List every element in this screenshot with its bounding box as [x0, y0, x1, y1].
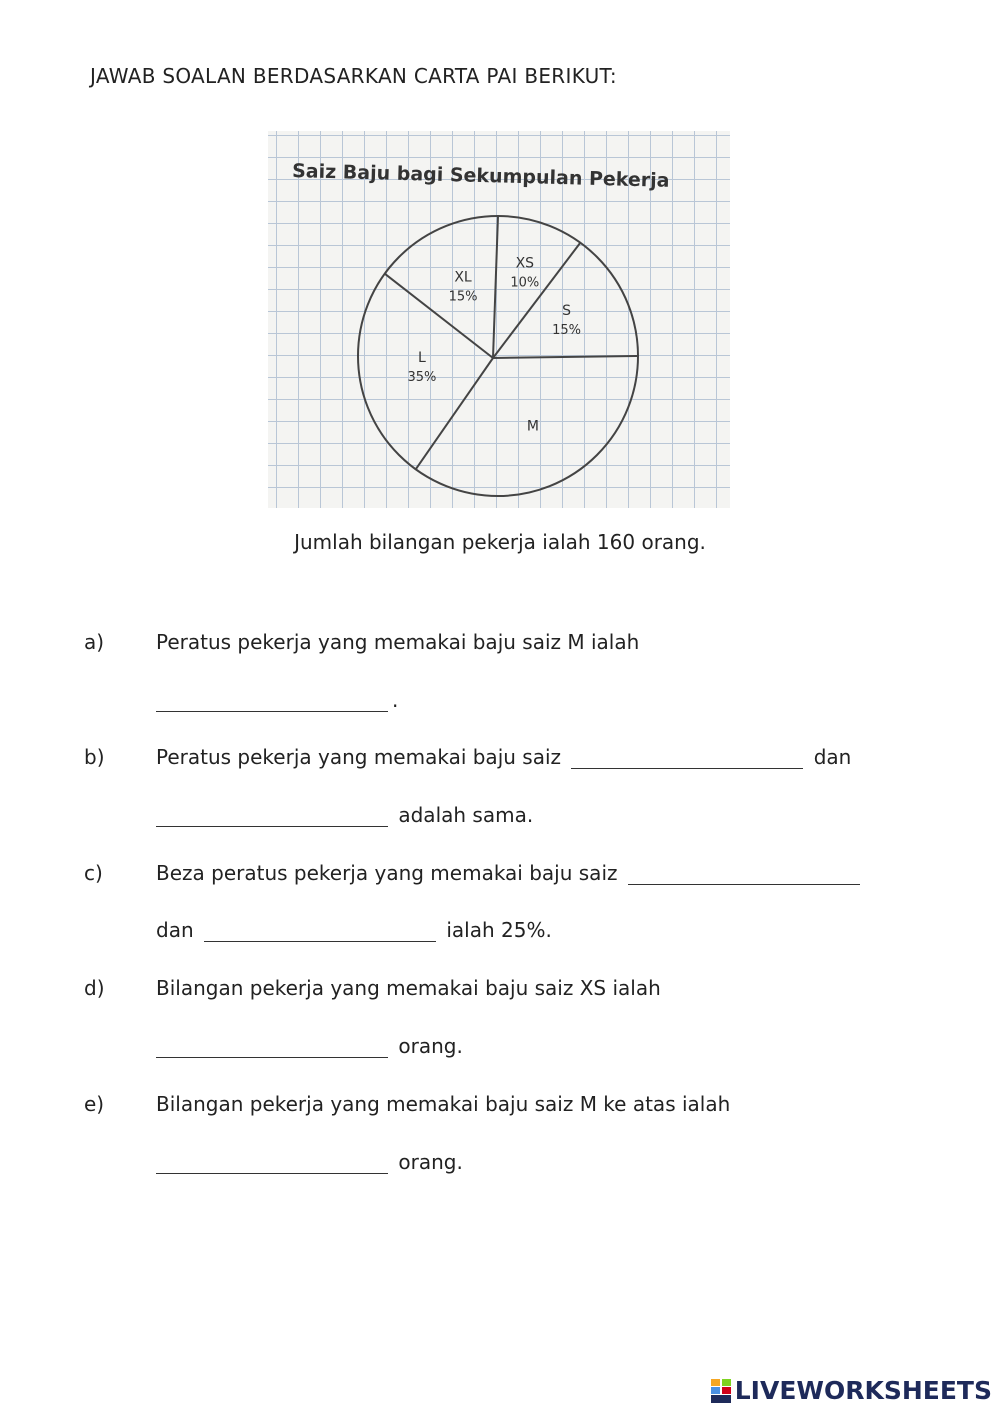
- slice-l: [407, 350, 436, 385]
- answer-blank-c1[interactable]: [628, 864, 860, 885]
- question-c-letter: c): [84, 861, 103, 885]
- slice-value-xl: 15%: [448, 289, 478, 305]
- slice-boundary-m: [493, 356, 638, 358]
- chart-title: Saiz Baju bagi Sekumpulan Pekerja: [291, 160, 670, 192]
- slice-value-l: 35%: [407, 370, 437, 386]
- question-b-mid: dan: [813, 745, 852, 769]
- answer-blank-e[interactable]: [156, 1153, 388, 1174]
- slice-label-xl: XL: [454, 269, 472, 286]
- question-a-text: Peratus pekerja yang memakai baju saiz M ialah: [156, 630, 640, 654]
- question-e-text: Bilangan pekerja yang memakai baju saiz M ke atas ialah: [156, 1092, 731, 1116]
- total-workers-caption: Jumlah bilangan pekerja ialah 160 orang.: [294, 530, 706, 554]
- question-e-letter: e): [84, 1092, 105, 1116]
- slice-label-m: M: [526, 418, 540, 435]
- question-b-text: Peratus pekerja yang memakai baju saiz: [156, 745, 562, 769]
- answer-blank-c2[interactable]: [204, 921, 436, 942]
- question-d-end: orang.: [398, 1034, 463, 1058]
- answer-blank-b2[interactable]: [156, 806, 388, 827]
- slice-label-xs: XS: [515, 255, 535, 272]
- answer-blank-b1[interactable]: [571, 748, 803, 769]
- question-d-text: Bilangan pekerja yang memakai baju saiz XS ialah: [156, 976, 661, 1000]
- question-a-letter: a): [84, 630, 105, 654]
- pie-chart: [268, 131, 730, 508]
- slice-xs: [510, 255, 539, 290]
- slice-boundary-xl: [385, 274, 493, 358]
- worksheet-heading: JAWAB SOALAN BERDASARKAN CARTA PAI BERIKUT:: [90, 64, 617, 88]
- liveworksheets-logo-icon: [711, 1379, 731, 1403]
- slice-boundary-xs: [493, 216, 498, 358]
- slice-xl: [449, 269, 478, 304]
- question-c-start: dan: [156, 918, 194, 942]
- question-b-letter: b): [84, 745, 105, 769]
- slice-value-s: 15%: [552, 323, 582, 339]
- slice-s: [552, 303, 581, 338]
- question-b-end: adalah sama.: [398, 803, 534, 827]
- question-a-end: .: [392, 688, 399, 712]
- slice-label-s: S: [562, 303, 572, 320]
- slice-boundary-s: [493, 243, 580, 358]
- pie-chart-figure: [268, 131, 730, 508]
- liveworksheets-logo-text: LIVEWORKSHEETS: [734, 1376, 992, 1405]
- answer-blank-a[interactable]: [156, 691, 388, 712]
- question-d-letter: d): [84, 976, 105, 1000]
- slice-label-l: L: [418, 350, 426, 367]
- answer-blank-d[interactable]: [156, 1037, 388, 1058]
- question-e-end: orang.: [398, 1150, 463, 1174]
- slice-m: [527, 419, 539, 435]
- question-c-end: ialah 25%.: [446, 918, 552, 942]
- liveworksheets-logo: [711, 1376, 992, 1405]
- slice-value-xs: 10%: [510, 275, 540, 291]
- question-c-text: Beza peratus pekerja yang memakai baju saiz: [156, 861, 618, 885]
